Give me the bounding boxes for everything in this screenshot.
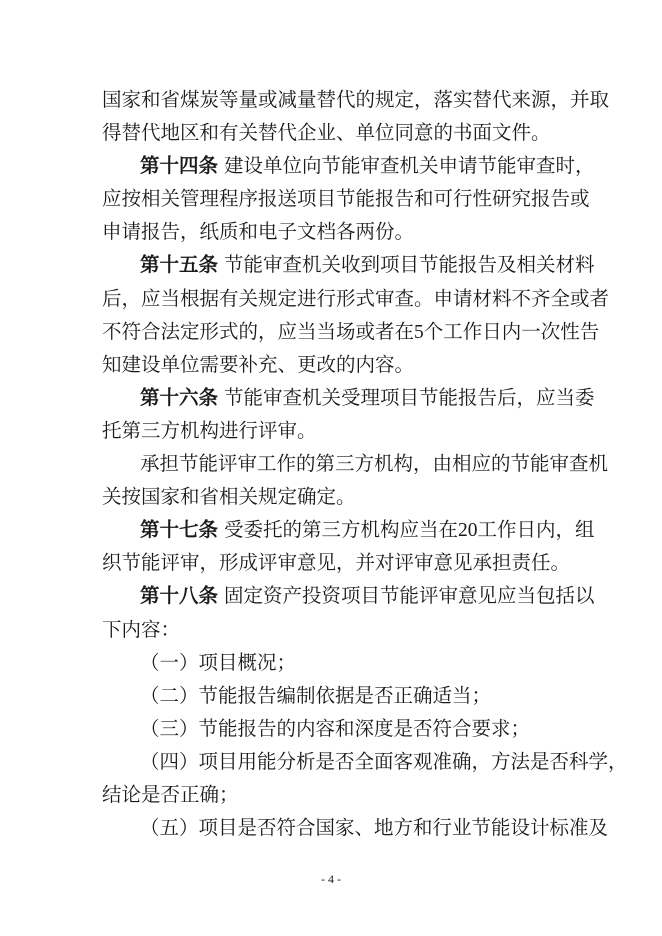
- line-text: （一）项目概况；: [140, 652, 297, 674]
- text-line: [102, 183, 590, 216]
- article-paragraph: [102, 514, 595, 580]
- text-line: [102, 249, 595, 282]
- text-line: [102, 117, 560, 150]
- paragraph: [102, 713, 560, 746]
- text-line: [102, 481, 560, 514]
- paragraph: [102, 84, 610, 150]
- article-paragraph: [102, 382, 595, 448]
- text-line: [102, 84, 610, 117]
- line-text: 不符合法定形式的，应当当场或者在5个工作日内一次性告: [102, 321, 600, 343]
- paragraph: [102, 746, 628, 812]
- text-line: [102, 746, 628, 779]
- article-number: 第十七条: [140, 520, 219, 542]
- line-text: 固定资产投资项目节能评审意见应当包括以: [224, 586, 595, 608]
- text-line: [102, 713, 560, 746]
- paragraph: [102, 448, 609, 514]
- line-text: 织节能评审，形成评审意见，并对评审意见承担责任。: [102, 553, 571, 575]
- text-line: [102, 580, 595, 613]
- page-number: - 4 -: [321, 872, 341, 886]
- line-text: 得替代地区和有关替代企业、单位同意的书面文件。: [102, 123, 551, 145]
- text-line: [102, 349, 560, 382]
- article-paragraph: [102, 249, 610, 381]
- text-line: [102, 547, 571, 580]
- line-text: 下内容：: [102, 619, 181, 641]
- article-number: 第十五条: [140, 255, 219, 277]
- line-text: 建设单位向节能审查机关申请节能审查时，: [224, 156, 595, 178]
- article-paragraph: [102, 150, 595, 249]
- line-text: 后，应当根据有关规定进行形式审查。申请材料不齐全或者: [102, 288, 610, 310]
- line-text: （四）项目用能分析是否全面客观准确，方法是否科学，: [140, 751, 628, 773]
- line-text: （五）项目是否符合国家、地方和行业节能设计标准及: [140, 818, 609, 840]
- line-text: 托第三方机构进行评审。: [102, 420, 317, 442]
- line-text: 国家和省煤炭等量或减量替代的规定，落实替代来源，并取: [102, 90, 610, 111]
- text-line: [102, 415, 560, 448]
- line-text: 结论是否正确；: [102, 784, 239, 806]
- text-line: [102, 150, 595, 183]
- text-line: [102, 316, 600, 349]
- text-line: [102, 382, 595, 415]
- line-text: 节能审查机关受理项目节能报告后，应当委: [224, 387, 595, 409]
- line-text: 申请报告，纸质和电子文档各两份。: [102, 222, 415, 244]
- text-line: [102, 680, 560, 713]
- line-text: 关按国家和省相关规定确定。: [102, 487, 356, 509]
- paragraph: [102, 680, 560, 713]
- line-text: 受委托的第三方机构应当在20工作日内，组: [224, 520, 595, 542]
- article-number: 第十八条: [140, 586, 219, 608]
- text-line: [102, 216, 560, 249]
- article-number: 第十四条: [140, 156, 219, 178]
- line-text: （三）节能报告的内容和深度是否符合要求；: [140, 718, 531, 740]
- text-line: [102, 514, 595, 547]
- paragraph: [102, 647, 560, 680]
- line-text: 知建设单位需要补充、更改的内容。: [102, 354, 415, 376]
- document-body: [102, 84, 628, 845]
- line-text: 节能审查机关收到项目节能报告及相关材料: [224, 255, 595, 277]
- line-text: （二）节能报告编制依据是否正确适当；: [140, 685, 492, 707]
- article-paragraph: [102, 580, 595, 646]
- text-line: [102, 647, 560, 680]
- text-line: [102, 779, 560, 812]
- text-line: [102, 614, 560, 647]
- line-text: 承担节能评审工作的第三方机构，由相应的节能审查机: [140, 454, 609, 476]
- text-line: [102, 448, 609, 481]
- paragraph: [102, 812, 609, 845]
- line-text: 应按相关管理程序报送项目节能报告和可行性研究报告或: [102, 189, 590, 211]
- text-line: [102, 283, 610, 316]
- article-number: 第十六条: [140, 387, 219, 409]
- text-line: [102, 812, 609, 845]
